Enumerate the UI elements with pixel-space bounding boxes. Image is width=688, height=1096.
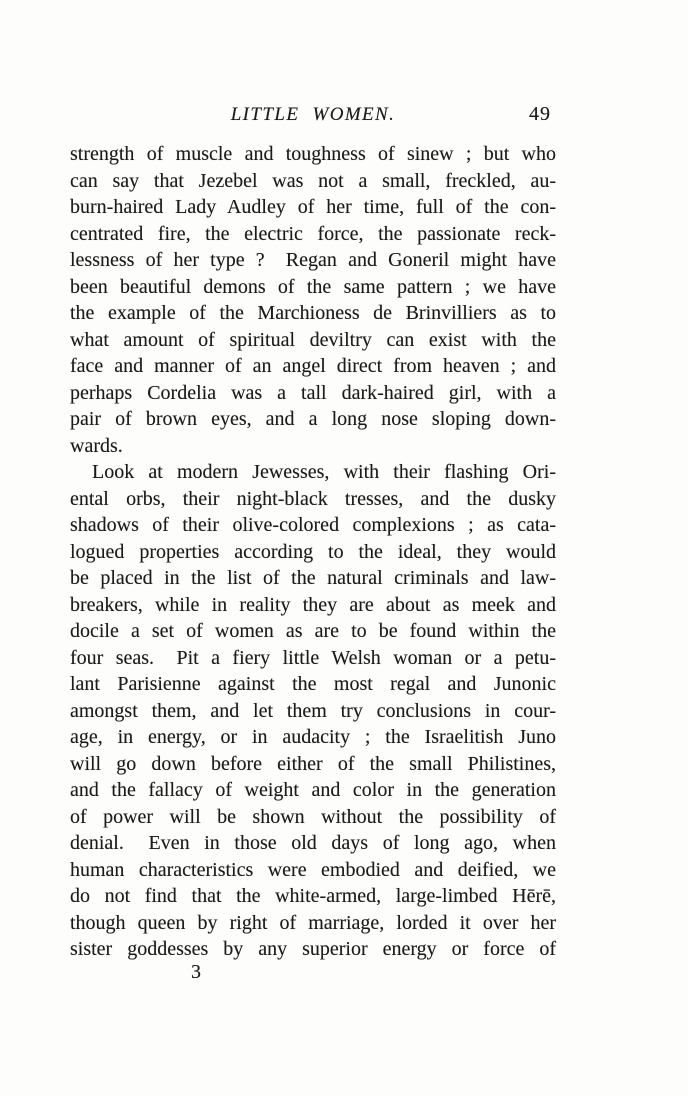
text-line: the example of the Marchioness de Brinvilliers as to [70, 302, 556, 324]
text-line: of power will be shown without the possibility of [70, 805, 556, 828]
text-line: wards. [70, 434, 123, 457]
text-line: centrated fire, the electric force, the passionate reck- [70, 222, 556, 245]
text-line: lant Parisienne against the most regal and Junonic [70, 673, 556, 695]
text-line: been beautiful demons of the same pattern ; we have [70, 275, 556, 298]
body-text [70, 141, 556, 963]
page-number: 49 [529, 103, 551, 125]
text-line: age, in energy, or in audacity ; the Israelitish Juno [70, 726, 556, 748]
text-line: and the fallacy of weight and color in the generation [70, 779, 556, 801]
text-line: pair of brown eyes, and a long nose sloping down- [70, 408, 556, 430]
text-line: though queen by right of marriage, lorded it over her [70, 911, 556, 934]
text-line: be placed in the list of the natural criminals and law- [70, 567, 556, 589]
paragraph [70, 459, 556, 963]
text-line: Look at modern Jewesses, with their flashing Ori- [92, 461, 556, 483]
text-line: docile a set of women as are to be found within the [70, 620, 556, 642]
text-line: ental orbs, their night-black tresses, and the dusky [70, 487, 556, 510]
text-line: what amount of spiritual deviltry can exist with the [70, 328, 556, 351]
running-header [70, 104, 556, 130]
text-line: amongst them, and let them try conclusions in cour- [70, 699, 556, 722]
text-line: perhaps Cordelia was a tall dark-haired girl, with a [70, 381, 556, 404]
text-line: strength of muscle and toughness of sinew ; but who [70, 143, 556, 165]
text-line: will go down before either of the small Philistines, [70, 752, 556, 775]
text-line: can say that Jezebel was not a small, freckled, au- [70, 169, 556, 192]
text-line: lessness of her type ? Regan and Goneril might have [70, 249, 556, 271]
text-line: face and manner of an angel direct from heaven ; and [70, 355, 556, 377]
text-line: logued properties according to the ideal, they would [70, 540, 556, 563]
printer-signature-mark: 3 [191, 961, 201, 983]
text-line: breakers, while in reality they are about as meek and [70, 593, 556, 616]
text-line: four seas. Pit a fiery little Welsh woman or a petu- [70, 646, 556, 669]
text-line: human characteristics were embodied and deified, we [70, 858, 556, 881]
paragraph [70, 141, 556, 459]
text-line: burn-haired Lady Audley of her time, full of the con- [70, 196, 556, 218]
text-line: denial. Even in those old days of long ago, when [70, 832, 556, 854]
running-header-title: LITTLE WOMEN. [230, 104, 396, 125]
text-line: shadows of their olive-colored complexions ; as cata- [70, 514, 556, 536]
text-line: sister goddesses by any superior energy or force of [70, 938, 556, 960]
text-line: do not find that the white-armed, large-limbed Hērē, [70, 885, 556, 907]
